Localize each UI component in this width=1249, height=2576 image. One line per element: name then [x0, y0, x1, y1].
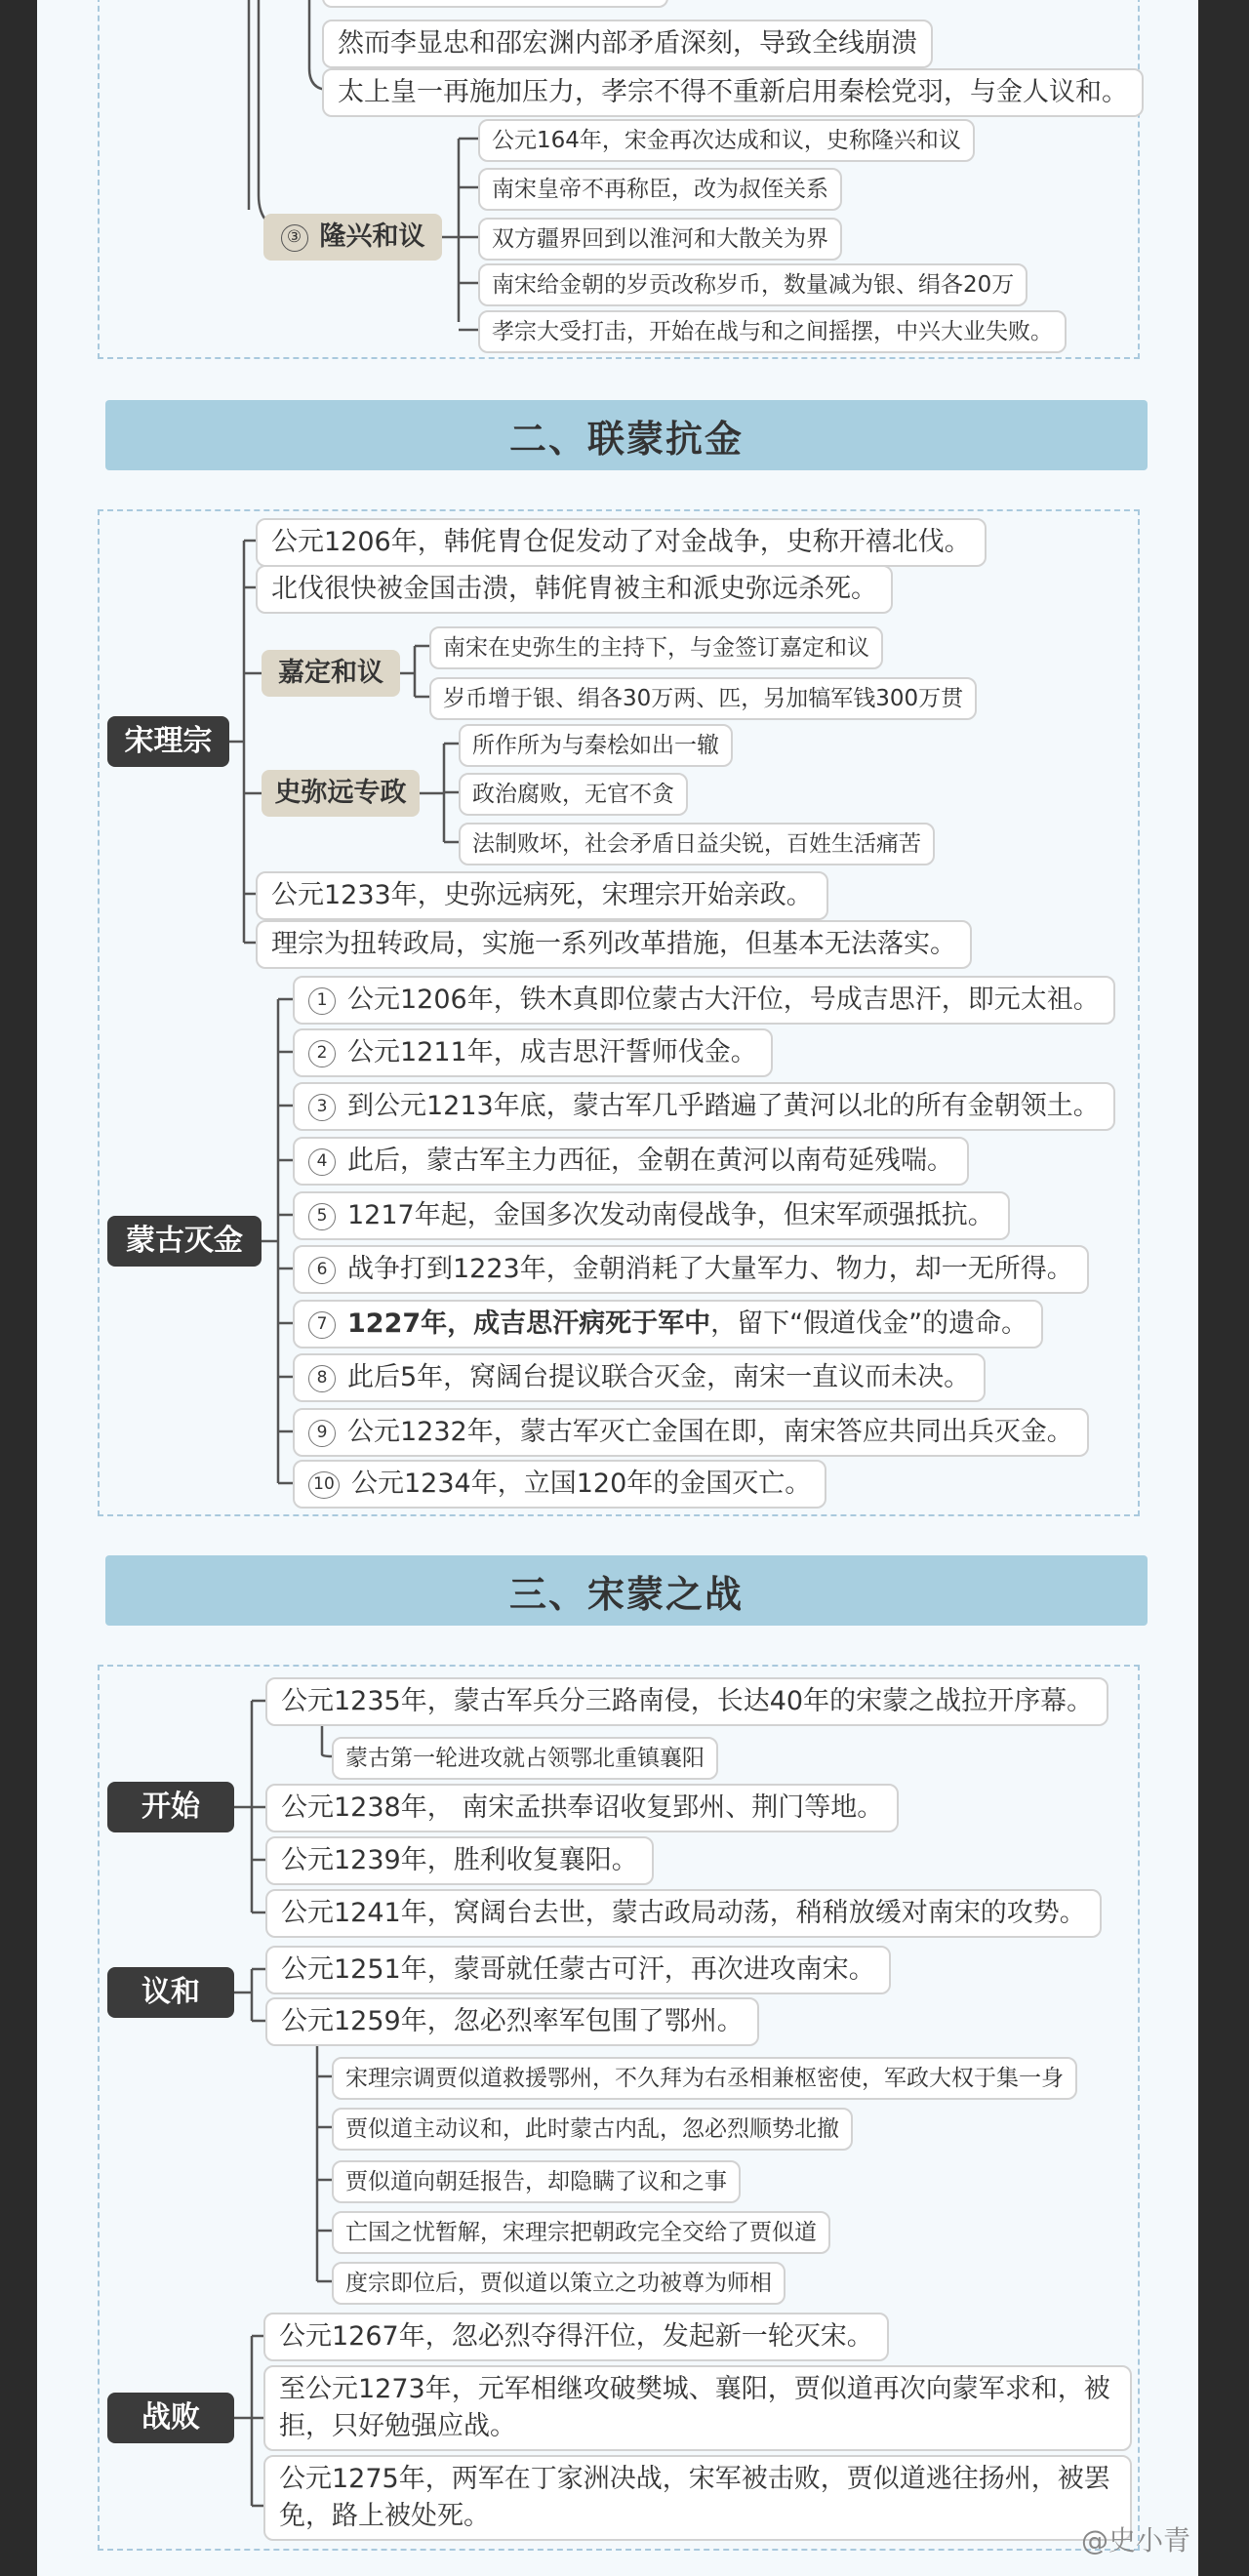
zhanbai-tag: 战败	[107, 2393, 234, 2443]
section-2-title: 二、联蒙抗金	[105, 400, 1148, 470]
jiading-item: 岁币增于银、绢各30万两、匹，另加犒军钱300万贯	[429, 677, 977, 720]
lizong-item: 公元1233年，史弥远病死，宋理宗开始亲政。	[256, 871, 828, 920]
zhanbai-item: 公元1267年，忽必烈夺得汗位，发起新一轮灭宋。	[263, 2313, 889, 2361]
longxing-item: 孝宗大受打击，开始在战与和之间摇摆，中兴大业失败。	[478, 310, 1067, 353]
jiading-item: 南宋在史弥生的主持下，与金签订嘉定和议	[429, 626, 883, 669]
zhanbai-item: 公元1275年，两军在丁家洲决战，宋军被击败，贾似道逃往扬州，被罢免，路上被处死。	[263, 2455, 1132, 2541]
longxing-num: ③	[281, 224, 308, 252]
num-badge: 3	[308, 1094, 336, 1121]
num-badge: 5	[308, 1203, 336, 1230]
lizong-tag: 宋理宗	[107, 716, 229, 767]
start-item: 公元1235年，蒙古军兵分三路南侵，长达40年的宋蒙之战拉开序幕。	[265, 1677, 1108, 1726]
jiading-tag: 嘉定和议	[262, 650, 400, 697]
menggu-item-6	[293, 1245, 1089, 1294]
s1-top-stub	[322, 0, 668, 8]
shimiyuan-item: 所作所为与秦桧如出一辙	[459, 724, 733, 767]
longxing-item: 双方疆界回到以淮河和大散关为界	[478, 218, 842, 261]
menggu-item-7	[293, 1300, 1043, 1348]
longxing-label: 隆兴和议	[319, 221, 425, 252]
shimiyuan-tag: 史弥远专政	[262, 770, 420, 817]
zhanbai-item: 至公元1273年，元军相继攻破樊城、襄阳，贾似道再次向蒙军求和，被拒，只好勉强应战。	[263, 2365, 1132, 2451]
item-text: 公元1211年，成吉思汗誓师伐金。	[347, 1037, 757, 1067]
num-badge: 7	[308, 1311, 336, 1339]
start-item: 公元1239年，胜利收复襄阳。	[265, 1836, 654, 1885]
yihe-tag: 议和	[107, 1967, 234, 2018]
start-item: 公元1238年， 南宋孟拱奉诏收复郢州、荆门等地。	[265, 1784, 899, 1832]
shimiyuan-item: 政治腐败，无官不贪	[459, 773, 688, 816]
menggu-item-2	[293, 1028, 773, 1077]
num-badge: 6	[308, 1257, 336, 1284]
menggu-item-4	[293, 1137, 969, 1186]
start-tag: 开始	[107, 1782, 234, 1832]
menggu-item-8	[293, 1353, 986, 1402]
num-badge: 1	[308, 987, 336, 1015]
item-text: 此后5年，窝阔台提议联合灭金，南宋一直议而未决。	[347, 1362, 971, 1392]
yihe-sub-item: 亡国之忧暂解，宋理宗把朝政完全交给了贾似道	[332, 2211, 830, 2254]
menggu-tag: 蒙古灭金	[107, 1216, 262, 1267]
shimiyuan-item: 法制败坏，社会矛盾日益尖锐，百姓生活痛苦	[459, 823, 935, 865]
lizong-item: 理宗为扭转政局，实施一系列改革措施，但基本无法落实。	[256, 920, 972, 969]
num-badge: 4	[308, 1148, 336, 1176]
num-badge: 10	[308, 1471, 340, 1499]
yihe-sub-item: 宋理宗调贾似道救援鄂州，不久拜为右丞相兼枢密使，军政大权于集一身	[332, 2057, 1077, 2100]
item-text: 战争打到1223年，金朝消耗了大量军力、物力，却一无所得。	[347, 1254, 1073, 1284]
yihe-sub-item: 贾似道主动议和，此时蒙古内乱，忽必烈顺势北撤	[332, 2108, 853, 2151]
yihe-item: 公元1251年，蒙哥就任蒙古可汗，再次进攻南宋。	[265, 1946, 891, 1994]
menggu-item-9	[293, 1408, 1089, 1457]
num-badge: 9	[308, 1420, 336, 1447]
item-bold-text: 1227年，成吉思汗病死于军中	[347, 1308, 711, 1339]
yihe-item: 公元1259年，忽必烈率军包围了鄂州。	[265, 1997, 759, 2046]
num-badge: 8	[308, 1365, 336, 1392]
longxing-item: 南宋给金朝的岁贡改称岁币，数量减为银、绢各20万	[478, 263, 1027, 306]
item-text: 1217年起，金国多次发动南侵战争，但宋军顽强抵抗。	[347, 1200, 994, 1230]
lizong-item: 北伐很快被金国击溃，韩侂胄被主和派史弥远杀死。	[256, 565, 893, 614]
s1-item: 太上皇一再施加压力，孝宗不得不重新启用秦桧党羽，与金人议和。	[322, 68, 1144, 117]
start-sub-item: 蒙古第一轮进攻就占领鄂北重镇襄阳	[332, 1737, 718, 1780]
num-badge: 2	[308, 1040, 336, 1067]
watermark: @史小青	[1080, 2524, 1190, 2556]
longxing-item: 公元164年，宋金再次达成和议，史称隆兴和议	[478, 119, 975, 162]
longxing-item: 南宋皇帝不再称臣，改为叔侄关系	[478, 168, 842, 211]
menggu-item-10	[293, 1460, 826, 1509]
item-text: 公元1206年，铁木真即位蒙古大汗位，号成吉思汗，即元太祖。	[347, 985, 1100, 1015]
s1-item: 然而李显忠和邵宏渊内部矛盾深刻，导致全线崩溃	[322, 20, 933, 68]
item-text: 此后，蒙古军主力西征，金朝在黄河以南苟延残喘。	[347, 1146, 953, 1176]
menggu-item-5	[293, 1191, 1010, 1240]
start-item: 公元1241年，窝阔台去世，蒙古政局动荡，稍稍放缓对南宋的攻势。	[265, 1889, 1102, 1938]
yihe-sub-item: 度宗即位后，贾似道以策立之功被尊为师相	[332, 2262, 786, 2305]
lizong-item: 公元1206年，韩侂胄仓促发动了对金战争，史称开禧北伐。	[256, 518, 987, 567]
menggu-item-3	[293, 1082, 1115, 1131]
item-text: 公元1232年，蒙古军灭亡金国在即，南宋答应共同出兵灭金。	[347, 1417, 1073, 1447]
longxing-tag	[263, 214, 442, 261]
menggu-item-1	[293, 976, 1115, 1025]
item-text: 公元1234年，立国120年的金国灭亡。	[351, 1469, 812, 1499]
item-text: ，留下“假道伐金”的遗命。	[710, 1308, 1028, 1339]
section-3-title: 三、宋蒙之战	[105, 1555, 1148, 1626]
item-text: 到公元1213年底，蒙古军几乎踏遍了黄河以北的所有金朝领土。	[347, 1091, 1100, 1121]
yihe-sub-item: 贾似道向朝廷报告，却隐瞒了议和之事	[332, 2160, 741, 2203]
